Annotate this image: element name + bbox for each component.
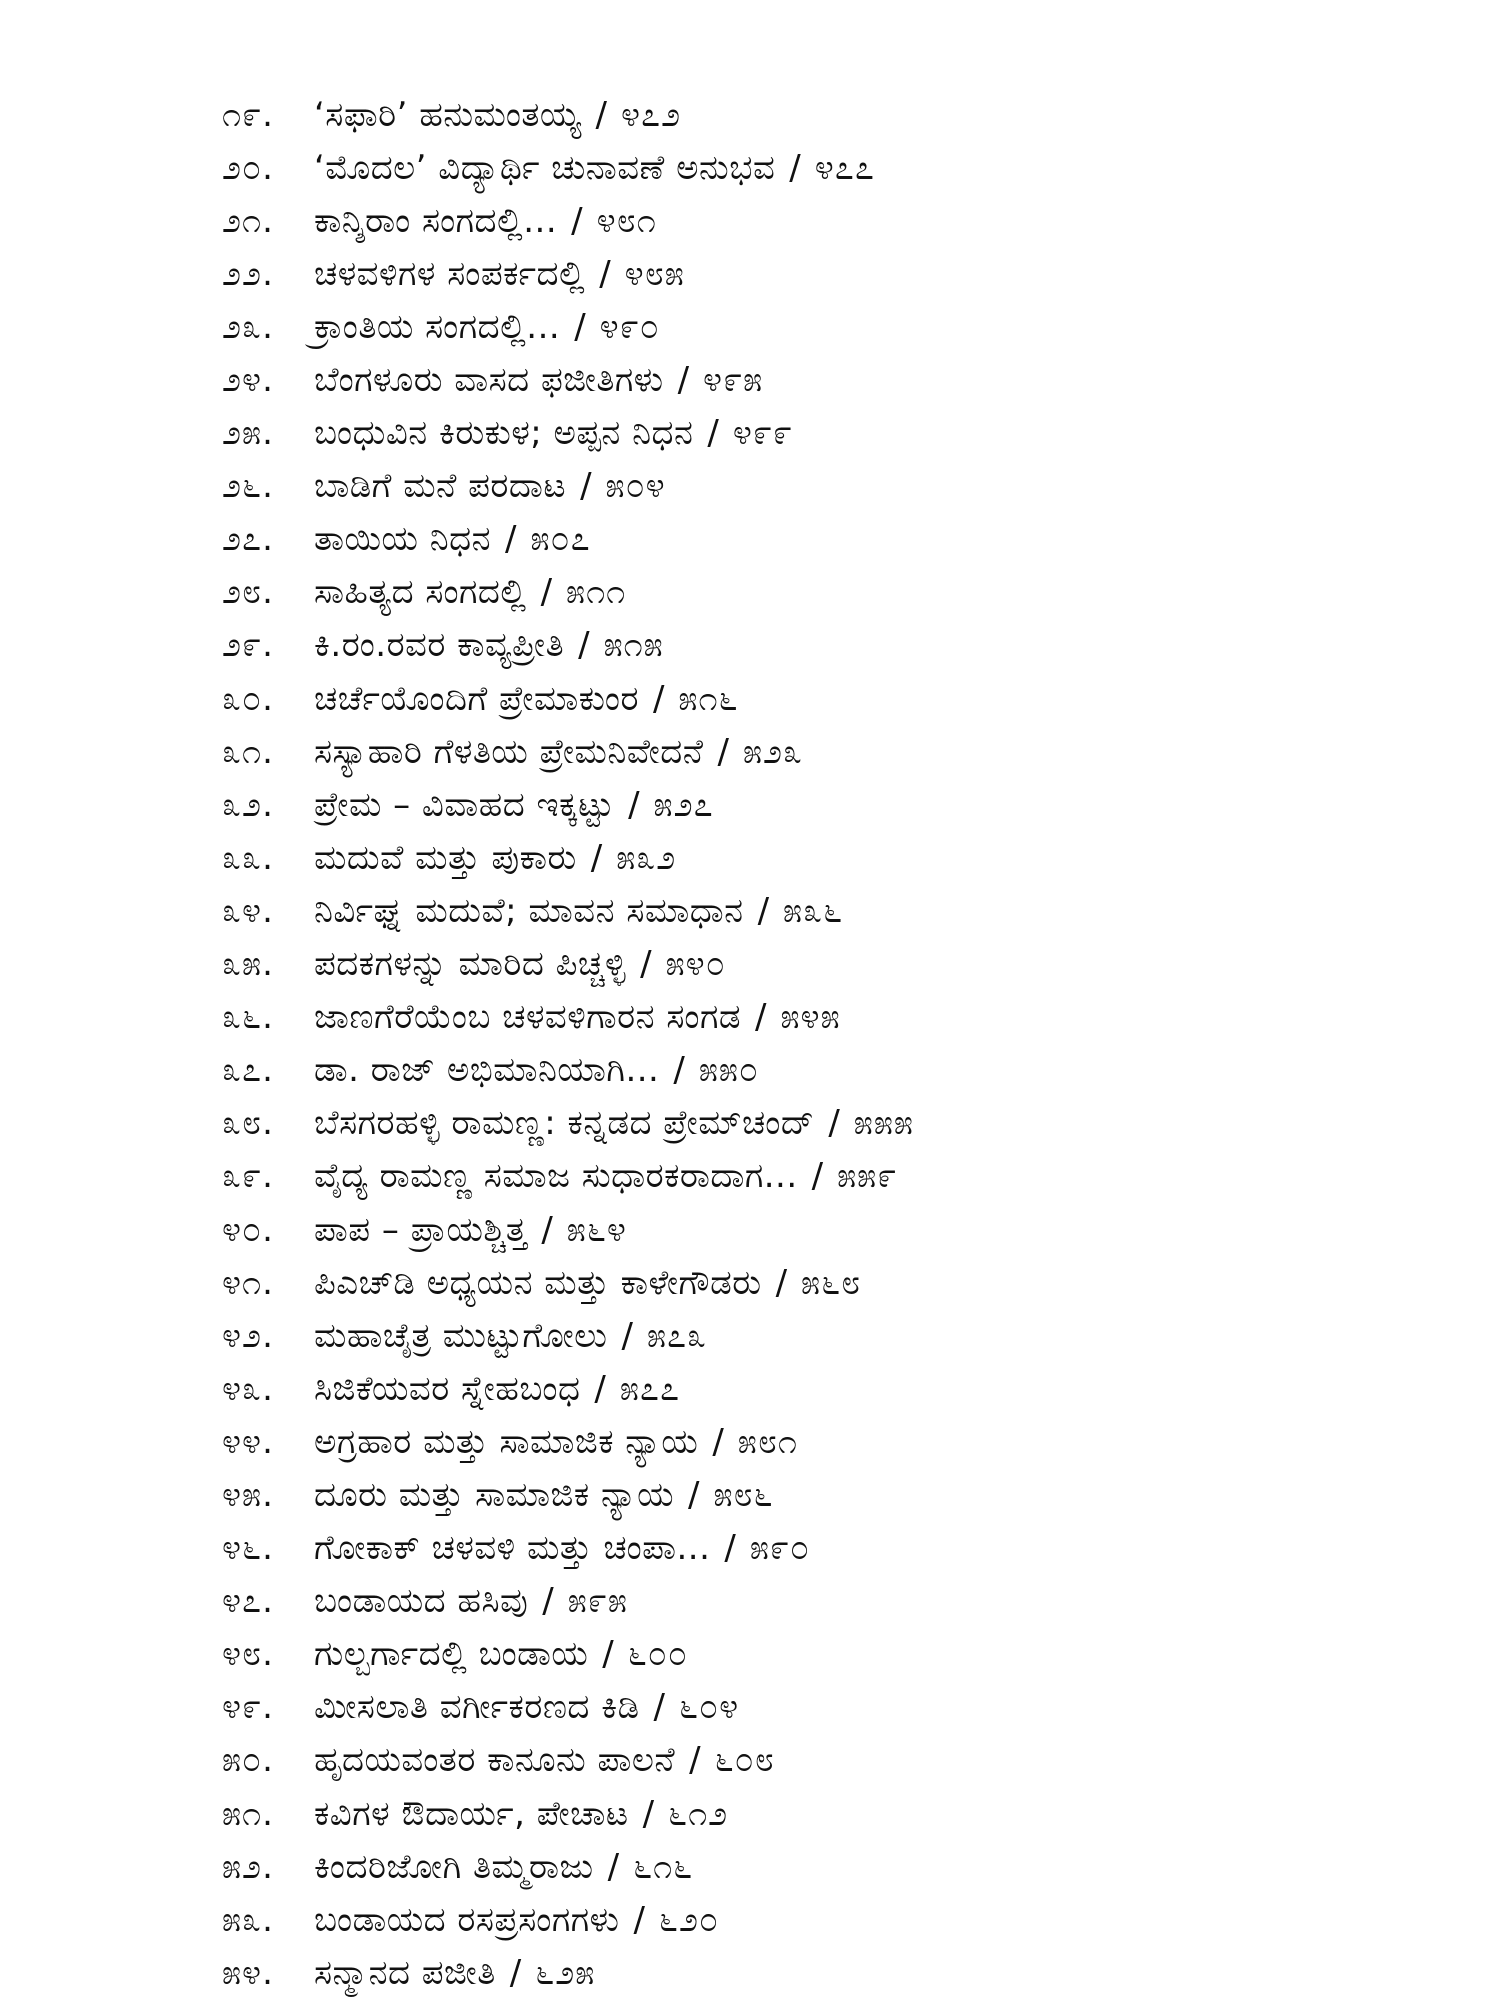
toc-entry bbox=[222, 407, 914, 460]
chapter-title: ಬಂಧುವಿನ ಕಿರುಕುಳ; ಅಪ್ಪನ ನಿಧನ bbox=[314, 413, 694, 454]
page-number: ೪೭೨ bbox=[621, 94, 682, 135]
chapter-title: ಪಿಎಚ್‌ಡಿ ಅಧ್ಯಯನ ಮತ್ತು ಕಾಳೇಗೌಡರು bbox=[314, 1262, 762, 1303]
toc-entry bbox=[222, 1681, 914, 1734]
page-number: ೫೧೬ bbox=[678, 678, 739, 719]
separator-slash: / bbox=[607, 1846, 620, 1887]
toc-entry bbox=[222, 194, 914, 247]
separator-slash: / bbox=[789, 147, 801, 188]
page-number: ೫೮೧ bbox=[737, 1421, 798, 1462]
toc-entry bbox=[222, 1840, 914, 1893]
separator-slash: / bbox=[505, 519, 517, 560]
chapter-number: ೪೯. bbox=[222, 1687, 274, 1728]
toc-entry bbox=[222, 725, 914, 778]
chapter-number: ೪೨. bbox=[222, 1315, 274, 1356]
chapter-title: ಬಂಡಾಯದ ರಸಪ್ರಸಂಗಗಳು bbox=[314, 1899, 620, 1940]
chapter-title: ಬಾಡಿಗೆ ಮನೆ ಪರದಾಟ bbox=[314, 466, 567, 507]
separator-slash: / bbox=[642, 1793, 655, 1834]
toc-entry bbox=[222, 1468, 914, 1521]
separator-slash: / bbox=[594, 1368, 606, 1409]
page-number: ೫೮೬ bbox=[713, 1474, 774, 1515]
page-number: ೫೫೦ bbox=[698, 1050, 759, 1091]
page-number: ೫೩೨ bbox=[616, 837, 677, 878]
chapter-number: ೨೮. bbox=[222, 572, 274, 613]
chapter-title: ವೈದ್ಯ ರಾಮಣ್ಣ ಸಮಾಜ ಸುಧಾರಕರಾದಾಗ... bbox=[314, 1156, 798, 1197]
toc-entry bbox=[222, 1522, 914, 1575]
separator-slash: / bbox=[811, 1156, 824, 1197]
chapter-title: ಸನ್ಮಾನದ ಪಜೀತಿ bbox=[314, 1952, 496, 1993]
toc-entry bbox=[222, 1309, 914, 1362]
separator-slash: / bbox=[621, 1315, 633, 1356]
chapter-title: ಪ್ರೇಮ – ವಿವಾಹದ ಇಕ್ಕಟ್ಟು bbox=[314, 784, 615, 825]
page-number: ೫೨೭ bbox=[653, 784, 714, 825]
chapter-number: ೪೭. bbox=[222, 1581, 274, 1622]
chapter-number: ೩೬. bbox=[222, 997, 274, 1038]
toc-entry bbox=[222, 1044, 914, 1097]
chapter-number: ೫೦. bbox=[222, 1740, 274, 1781]
separator-slash: / bbox=[677, 360, 690, 401]
page-number: ೬೨೦ bbox=[658, 1899, 720, 1940]
chapter-title: ಕಾನ್ಶಿರಾಂ ಸಂಗದಲ್ಲಿ... bbox=[314, 200, 558, 241]
chapter-number: ೪೮. bbox=[222, 1634, 274, 1675]
page-number: ೬೦೦ bbox=[627, 1634, 688, 1675]
page-number: ೫೭೩ bbox=[646, 1315, 708, 1356]
chapter-title: ಬೆಸಗರಹಳ್ಳಿ ರಾಮಣ್ಣ: ಕನ್ನಡದ ಪ್ರೇಮ್‌ಚಂದ್ bbox=[314, 1103, 815, 1144]
toc-entry bbox=[222, 1628, 914, 1681]
chapter-number: ೩೩. bbox=[222, 837, 274, 878]
chapter-number: ೩೫. bbox=[222, 944, 274, 985]
separator-slash: / bbox=[580, 466, 592, 507]
separator-slash: / bbox=[828, 1103, 840, 1144]
page-number: ೪೮೧ bbox=[596, 200, 657, 241]
toc-entry bbox=[222, 566, 914, 619]
chapter-title: ಕ್ರಾಂತಿಯ ಸಂಗದಲ್ಲಿ... bbox=[314, 306, 561, 347]
toc-entry bbox=[222, 141, 914, 194]
chapter-number: ೩೮. bbox=[222, 1103, 274, 1144]
chapter-title: ‘ಮೊದಲ’ ವಿದ್ಯಾರ್ಥಿ ಚುನಾವಣೆ ಅನುಭವ bbox=[314, 147, 776, 188]
page-number: ೫೩೬ bbox=[783, 890, 844, 931]
separator-slash: / bbox=[757, 890, 770, 931]
page-number: ೫೧೫ bbox=[603, 625, 664, 666]
chapter-title: ‘ಸಫಾರಿ’ ಹನುಮಂತಯ್ಯ bbox=[314, 94, 582, 135]
separator-slash: / bbox=[707, 413, 719, 454]
page-number: ೫೪೦ bbox=[665, 944, 726, 985]
chapter-title: ನಿರ್ವಿಘ್ನ ಮದುವೆ; ಮಾವನ ಸಮಾಧಾನ bbox=[314, 890, 744, 931]
toc-entry bbox=[222, 460, 914, 513]
separator-slash: / bbox=[724, 1528, 736, 1569]
chapter-title: ಡಾ. ರಾಜ್ ಅಭಿಮಾನಿಯಾಗಿ... bbox=[314, 1050, 660, 1091]
separator-slash: / bbox=[542, 1581, 554, 1622]
chapter-number: ೪೦. bbox=[222, 1209, 274, 1250]
page-number: ೪೯೯ bbox=[732, 413, 793, 454]
chapter-title: ಸಿಜಿಕೆಯವರ ಸ್ನೇಹಬಂಧ bbox=[314, 1368, 581, 1409]
toc-entry bbox=[222, 300, 914, 353]
chapter-title: ಪದಕಗಳನ್ನು ಮಾರಿದ ಪಿಚ್ಚಳ್ಳಿ bbox=[314, 944, 627, 985]
toc-entry bbox=[222, 1256, 914, 1309]
chapter-title: ಹೃದಯವಂತರ ಕಾನೂನು ಪಾಲನೆ bbox=[314, 1740, 676, 1781]
chapter-number: ೨೦. bbox=[222, 147, 274, 188]
chapter-title: ಕವಿಗಳ ಔದಾರ್ಯ, ಪೇಚಾಟ bbox=[314, 1793, 629, 1834]
separator-slash: / bbox=[628, 784, 640, 825]
chapter-number: ೩೦. bbox=[222, 678, 274, 719]
toc-entry bbox=[222, 1415, 914, 1468]
chapter-number: ೨೩. bbox=[222, 306, 274, 347]
page-number: ೬೦೮ bbox=[714, 1740, 775, 1781]
toc-entry bbox=[222, 1893, 914, 1946]
toc-entry bbox=[222, 1734, 914, 1787]
chapter-number: ೨೪. bbox=[222, 360, 274, 401]
chapter-number: ೩೭. bbox=[222, 1050, 274, 1091]
page-number: ೫೬೪ bbox=[566, 1209, 627, 1250]
page-number: ೬೦೪ bbox=[679, 1687, 740, 1728]
separator-slash: / bbox=[509, 1952, 522, 1993]
page-number: ೫೯೦ bbox=[749, 1528, 810, 1569]
page-number: ೫೯೫ bbox=[567, 1581, 628, 1622]
separator-slash: / bbox=[578, 625, 590, 666]
separator-slash: / bbox=[689, 1740, 701, 1781]
page-number: ೫೭೭ bbox=[619, 1368, 681, 1409]
chapter-number: ೫೪. bbox=[222, 1952, 274, 1993]
page-number: ೪೭೭ bbox=[814, 147, 875, 188]
separator-slash: / bbox=[541, 1209, 553, 1250]
chapter-number: ೨೫. bbox=[222, 413, 274, 454]
page-number: ೬೨೫ bbox=[535, 1952, 596, 1993]
toc-entry bbox=[222, 1203, 914, 1256]
chapter-number: ೩೨. bbox=[222, 784, 274, 825]
chapter-number: ೨೬. bbox=[222, 466, 274, 507]
chapter-title: ಚರ್ಚೆಯೊಂದಿಗೆ ಪ್ರೇಮಾಕುಂರ bbox=[314, 678, 639, 719]
chapter-number: ೩೯. bbox=[222, 1156, 274, 1197]
chapter-number: ೫೧. bbox=[222, 1793, 274, 1834]
toc-entry bbox=[222, 991, 914, 1044]
separator-slash: / bbox=[712, 1421, 724, 1462]
separator-slash: / bbox=[652, 678, 665, 719]
page-number: ೪೯೦ bbox=[599, 306, 660, 347]
toc-entry bbox=[222, 884, 914, 937]
chapter-number: ೪೫. bbox=[222, 1474, 274, 1515]
toc-entry bbox=[222, 353, 914, 406]
toc-entry bbox=[222, 88, 914, 141]
chapter-title: ಜಾಣಗೆರೆಯೆಂಬ ಚಳವಳಿಗಾರನ ಸಂಗಡ bbox=[314, 997, 742, 1038]
chapter-title: ಮದುವೆ ಮತ್ತು ಪುಕಾರು bbox=[314, 837, 577, 878]
separator-slash: / bbox=[602, 1634, 614, 1675]
toc-entry bbox=[222, 1150, 914, 1203]
page-number: ೬೧೬ bbox=[633, 1846, 694, 1887]
separator-slash: / bbox=[653, 1687, 666, 1728]
chapter-title: ಮೀಸಲಾತಿ ವರ್ಗೀಕರಣದ ಕಿಡಿ bbox=[314, 1687, 640, 1728]
page-number: ೫೧೧ bbox=[566, 572, 627, 613]
chapter-number: ೪೪. bbox=[222, 1421, 274, 1462]
separator-slash: / bbox=[775, 1262, 788, 1303]
chapter-title: ಸಾಹಿತ್ಯದ ಸಂಗದಲ್ಲಿ bbox=[314, 572, 527, 613]
chapter-number: ೪೧. bbox=[222, 1262, 274, 1303]
chapter-number: ೪೩. bbox=[222, 1368, 274, 1409]
chapter-title: ಕಿ.ರಂ.ರವರ ಕಾವ್ಯಪ್ರೀತಿ bbox=[314, 625, 565, 666]
chapter-number: ೨೧. bbox=[222, 200, 274, 241]
chapter-title: ಸಸ್ಯಾಹಾರಿ ಗೆಳತಿಯ ಪ್ರೇಮನಿವೇದನೆ bbox=[314, 731, 704, 772]
separator-slash: / bbox=[571, 200, 583, 241]
chapter-title: ಮಹಾಚೈತ್ರ ಮುಟ್ಟುಗೋಲು bbox=[314, 1315, 608, 1356]
separator-slash: / bbox=[595, 94, 607, 135]
toc-entry bbox=[222, 1362, 914, 1415]
chapter-number: ೩೪. bbox=[222, 890, 274, 931]
chapter-number: ೨೭. bbox=[222, 519, 274, 560]
page-number: ೫೫೫ bbox=[853, 1103, 914, 1144]
chapter-number: ೫೨. bbox=[222, 1846, 274, 1887]
chapter-title: ಅಗ್ರಹಾರ ಮತ್ತು ಸಾಮಾಜಿಕ ನ್ಯಾಯ bbox=[314, 1421, 699, 1462]
separator-slash: / bbox=[755, 997, 767, 1038]
page-number: ೪೯೫ bbox=[703, 360, 764, 401]
chapter-title: ಬಂಡಾಯದ ಹಸಿವು bbox=[314, 1581, 529, 1622]
toc-entry bbox=[222, 938, 914, 991]
separator-slash: / bbox=[574, 306, 586, 347]
chapter-title: ತಾಯಿಯ ನಿಧನ bbox=[314, 519, 492, 560]
toc-entry bbox=[222, 778, 914, 831]
toc-entry bbox=[222, 1946, 914, 1999]
chapter-title: ಗೋಕಾಕ್ ಚಳವಳಿ ಮತ್ತು ಚಂಪಾ... bbox=[314, 1528, 711, 1569]
chapter-number: ೧೯. bbox=[222, 94, 274, 135]
page-number: ೫೫೯ bbox=[837, 1156, 898, 1197]
page-number: ೫೦೪ bbox=[605, 466, 666, 507]
toc-entry bbox=[222, 1097, 914, 1150]
page-number: ೫೪೫ bbox=[780, 997, 841, 1038]
separator-slash: / bbox=[540, 572, 553, 613]
separator-slash: / bbox=[687, 1474, 700, 1515]
page-number: ೫೬೮ bbox=[801, 1262, 862, 1303]
toc-entry bbox=[222, 1787, 914, 1840]
page-number: ೫೨೩ bbox=[742, 731, 804, 772]
toc-entry bbox=[222, 1575, 914, 1628]
chapter-title: ಬೆಂಗಳೂರು ವಾಸದ ಫಜೀತಿಗಳು bbox=[314, 360, 664, 401]
separator-slash: / bbox=[717, 731, 729, 772]
chapter-title: ಕಿಂದರಿಜೋಗಿ ತಿಮ್ಮರಾಜು bbox=[314, 1846, 594, 1887]
separator-slash: / bbox=[673, 1050, 685, 1091]
separator-slash: / bbox=[590, 837, 603, 878]
chapter-title: ಪಾಪ – ಪ್ರಾಯಶ್ಚಿತ್ತ bbox=[314, 1209, 528, 1250]
chapter-title: ದೂರು ಮತ್ತು ಸಾಮಾಜಿಕ ನ್ಯಾಯ bbox=[314, 1474, 674, 1515]
toc-entry bbox=[222, 513, 914, 566]
separator-slash: / bbox=[640, 944, 652, 985]
separator-slash: / bbox=[633, 1899, 645, 1940]
page-number: ೫೦೭ bbox=[530, 519, 591, 560]
chapter-title: ಗುಲ್ಬರ್ಗಾದಲ್ಲಿ ಬಂಡಾಯ bbox=[314, 1634, 589, 1675]
page-number: ೬೧೨ bbox=[668, 1793, 729, 1834]
chapter-number: ೨೨. bbox=[222, 253, 274, 294]
chapter-number: ೩೧. bbox=[222, 731, 274, 772]
chapter-number: ೪೬. bbox=[222, 1528, 274, 1569]
toc-entry bbox=[222, 672, 914, 725]
table-of-contents bbox=[222, 88, 914, 1999]
toc-entry bbox=[222, 247, 914, 300]
page-number: ೪೮೫ bbox=[624, 253, 685, 294]
chapter-title: ಚಳವಳಿಗಳ ಸಂಪರ್ಕದಲ್ಲಿ bbox=[314, 253, 586, 294]
toc-entry bbox=[222, 831, 914, 884]
chapter-number: ೫೩. bbox=[222, 1899, 274, 1940]
chapter-number: ೨೯. bbox=[222, 625, 274, 666]
toc-entry bbox=[222, 619, 914, 672]
separator-slash: / bbox=[599, 253, 611, 294]
